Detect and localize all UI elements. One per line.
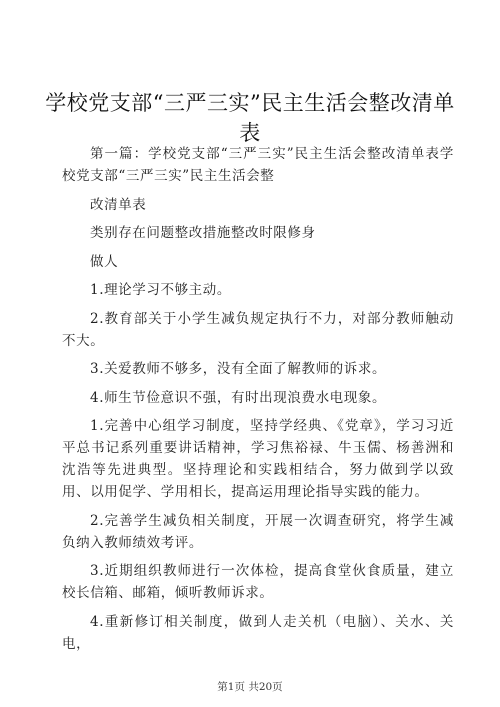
paragraph-measure-2: 2.完善学生减负相关制度，开展一次调查研究，将学生减负纳入教师绩效考评。 (62, 512, 454, 551)
paragraph-intro: 第一篇：学校党支部“三严三实”民主生活会整改清单表学校党支部“三严三实”民主生活会整 (62, 146, 454, 184)
paragraph-problem-4: 4.师生节俭意识不强，有时出现浪费水电现象。 (90, 389, 387, 406)
paragraph-measure-3: 3.近期组织教师进行一次体检，提高食堂伙食质量，建立校长信箱、邮箱，倾听教师诉求。 (62, 563, 454, 601)
paragraph-problem-3: 3.关爱教师不够多，没有全面了解教师的诉求。 (90, 361, 387, 377)
document-body (62, 143, 454, 661)
document-title: 学校党支部“三严三实”民主生活会整改清单表 (45, 91, 455, 145)
paragraph-problem-1: 1.理论学习不够主动。 (90, 282, 231, 298)
paragraph-problem-2: 2.教育部关于小学生减负规定执行不力，对部分教师触动不大。 (62, 310, 454, 349)
paragraph-measure-4: 4.重新修订相关制度，做到人走关机（电脑）、关水、关电， (62, 613, 454, 652)
paragraph-table-headers: 类别存在问题整改措施整改时限修身 (90, 225, 316, 241)
page-footer: 第1页 共20页 (217, 681, 283, 693)
paragraph-measure-1: 1.完善中心组学习制度，坚持学经典、《党章》，学习习近平总书记系列重要讲话精神，学习焦裕禄、牛玉儒、杨善洲和沈浩等先进典型。坚持理论和实践相结合，努力做到学以致用、以用促学、学用相长，提高运用理论指导实践的能力。 (62, 418, 454, 500)
paragraph-category: 做人 (90, 253, 119, 270)
paragraph-list-table: 改清单表 (90, 196, 147, 213)
